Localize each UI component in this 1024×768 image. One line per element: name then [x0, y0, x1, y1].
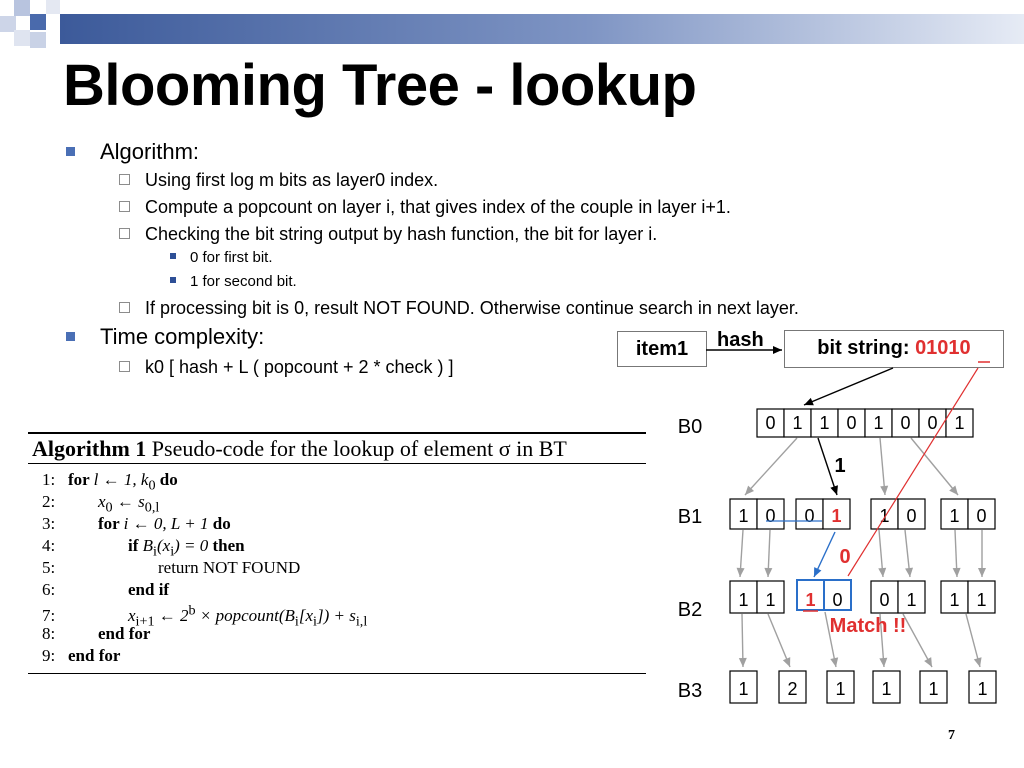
page-number: 7 — [948, 728, 955, 743]
bullet-text: Algorithm: — [100, 139, 200, 164]
bit-value: 0 — [927, 413, 938, 433]
algorithm-line: 5: return NOT FOUND — [42, 558, 301, 577]
tree-edge — [903, 614, 932, 667]
algorithm-line: 4: if $B_i(x_i) = 0$ then — [42, 536, 245, 560]
sub-bullet-text: k0 [ hash + L ( popcount + 2 * check ) ] — [145, 357, 454, 377]
arrowhead — [739, 658, 747, 667]
algorithm-line: 2: $x_0$ ← $s_{0,l}$ — [42, 492, 160, 516]
arrowhead — [974, 657, 982, 667]
layer-label: B0 — [677, 416, 703, 438]
bit-value: 1 — [976, 590, 987, 610]
arrowhead — [953, 568, 961, 577]
bit-value: 1 — [792, 413, 803, 433]
bit-value: 0 — [804, 506, 815, 526]
algorithm-line: 9: end for — [42, 646, 121, 665]
sub-sub-bullet-text: 1 for second bit. — [190, 273, 297, 290]
bit-value: 0 — [906, 506, 917, 526]
arrowhead — [737, 568, 745, 577]
algorithm-line: 8: end for — [42, 624, 151, 643]
bit-value: 0 — [976, 506, 987, 526]
bit-value: 0 — [765, 506, 776, 526]
bit-value: 1 — [819, 413, 830, 433]
bit-value: 0 — [765, 413, 776, 433]
bitstring-value: 01010 — [915, 337, 971, 359]
bit-value: 1 — [805, 590, 816, 610]
bit-value: 1 — [928, 679, 939, 699]
algorithm-line: 3: for i ← 0, L + 1 do — [42, 514, 231, 533]
layer-label: B2 — [677, 599, 703, 621]
match-label: Match !! — [829, 615, 907, 637]
layer-label: B3 — [677, 680, 703, 702]
bit-value: 1 — [954, 413, 965, 433]
algorithm-line: 1: for l ← 1, $k_0$ do — [42, 470, 178, 494]
arrowhead — [830, 485, 838, 495]
bit-value: 0 — [900, 413, 911, 433]
bullet-text: Time complexity: — [100, 324, 265, 349]
algorithm-line: 6: end if — [42, 580, 170, 599]
sub-bullet-text: Using first log m bits as layer0 index. — [145, 170, 439, 190]
layer-label: B1 — [677, 506, 703, 528]
slide-title: Blooming Tree - lookup — [63, 53, 697, 118]
annotation-zero: 0 — [839, 546, 851, 568]
tree-edge — [911, 438, 958, 495]
bit-value: 0 — [846, 413, 857, 433]
bit-value: 1 — [881, 679, 892, 699]
bitstring-label: bit string: — [817, 337, 916, 359]
bit-value: 1 — [906, 590, 917, 610]
bit-value: 1 — [879, 506, 890, 526]
bit-value: 1 — [738, 506, 749, 526]
bit-value: 2 — [787, 679, 798, 699]
sub-bullet-text: Compute a popcount on layer i, that gives index of the couple in layer i+1. — [145, 197, 731, 217]
bit-value: 1 — [738, 679, 749, 699]
item-box: item1 — [617, 331, 707, 367]
bit-value: 1 — [873, 413, 884, 433]
arrowhead — [878, 568, 886, 577]
sub-sub-bullet-text: 0 for first bit. — [190, 249, 273, 266]
red-pointer-line — [848, 368, 978, 576]
arrowhead — [905, 568, 913, 577]
annotation-one: 1 — [834, 455, 846, 477]
hash-label: hash — [717, 329, 764, 351]
bit-value: 1 — [977, 679, 988, 699]
sub-bullet-text: If processing bit is 0, result NOT FOUND. Otherwise continue search in next layer. — [145, 298, 799, 318]
sub-bullet-text: Checking the bit string output by hash function, the bit for layer i. — [145, 224, 658, 244]
bit-value: 1 — [738, 590, 749, 610]
bit-value: 0 — [879, 590, 890, 610]
arrowhead — [773, 346, 782, 354]
bit-value: 1 — [949, 506, 960, 526]
arrowhead — [764, 568, 772, 577]
bitstring-to-b0-arrow — [804, 368, 893, 405]
bit-value: 1 — [831, 506, 842, 526]
tree-edge — [745, 438, 797, 495]
arrowhead — [830, 657, 838, 667]
algorithm-line: 7: $x_{i+1}$ ← $2^b$ × $popcount(B_i[x_i]) + s_{i,l}$ — [42, 602, 368, 630]
arrowhead — [879, 658, 887, 667]
caption-label: Algorithm 1 — [32, 436, 147, 461]
bit-value: 1 — [765, 590, 776, 610]
arrowhead — [978, 568, 986, 577]
bit-value: 0 — [832, 590, 843, 610]
bit-value: 1 — [949, 590, 960, 610]
bit-value: 1 — [835, 679, 846, 699]
caption-text: Pseudo-code for the lookup of element σ in BT — [146, 436, 567, 461]
